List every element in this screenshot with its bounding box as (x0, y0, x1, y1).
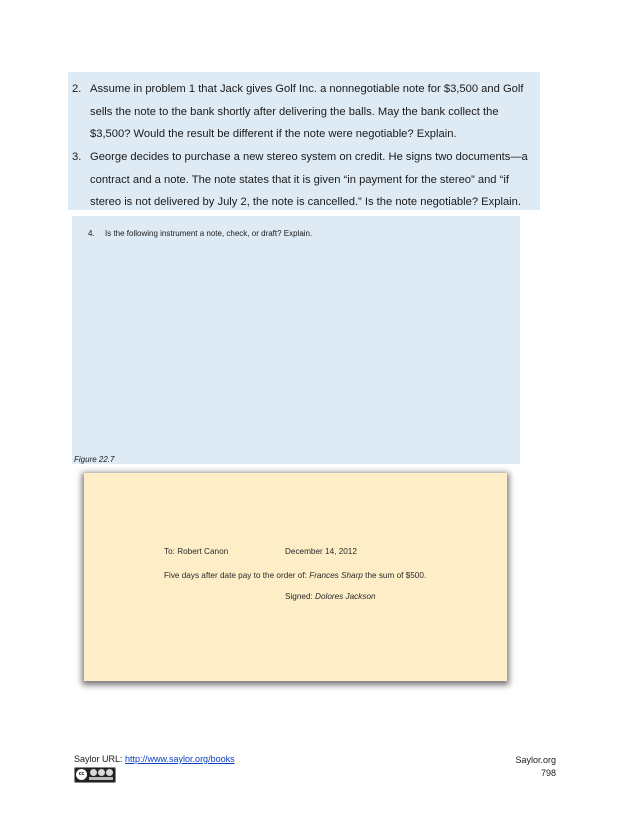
pay-prefix: Five days after date pay to the order of: (164, 571, 310, 580)
page-number: 798 (540, 768, 556, 778)
payee: Frances Sharp (309, 571, 363, 580)
pay-line (164, 571, 426, 580)
date-line: December 14, 2012 (285, 547, 357, 556)
question-text: Assume in problem 1 that Jack gives Golf Inc. a nonnegotiable note for $3,500 and Golf sells the note to the bank shortly after delivering the balls. May the bank collect the $3,500? Would the result be different if the note were negotiable? Explain. (90, 83, 524, 140)
question-4-number: 4. (88, 229, 95, 238)
question-4-highlight-box (72, 216, 520, 464)
amount-text: the sum of $500. (362, 571, 427, 580)
question-4-text: Is the following instrument a note, check, or draft? Explain. (105, 229, 313, 238)
site-name: Saylor.org (515, 755, 556, 765)
signed-label: Signed: (285, 592, 316, 601)
to-line: To: Robert Canon (164, 547, 229, 556)
footer-right (515, 754, 556, 780)
question-number: 3. (72, 151, 82, 163)
signed-line (285, 592, 376, 601)
instrument-figure (84, 473, 507, 681)
figure-caption: Figure 22.7 (74, 455, 115, 464)
url-link[interactable]: http://www.saylor.org/books (125, 754, 235, 764)
question-text: George decides to purchase a new stereo system on credit. He signs two documents—a contract and a note. The note states that it is given “in payment for the stereo” and “if stereo is not delivered by July 2, the note is cancelled.” Is the note negotiable? Explain. (90, 151, 528, 208)
cc-license-icon[interactable]: cc (74, 767, 116, 783)
question-number: 2. (72, 83, 82, 95)
url-label: Saylor URL: (74, 754, 126, 764)
footer-url (74, 754, 235, 764)
signer: Dolores Jackson (315, 592, 376, 601)
